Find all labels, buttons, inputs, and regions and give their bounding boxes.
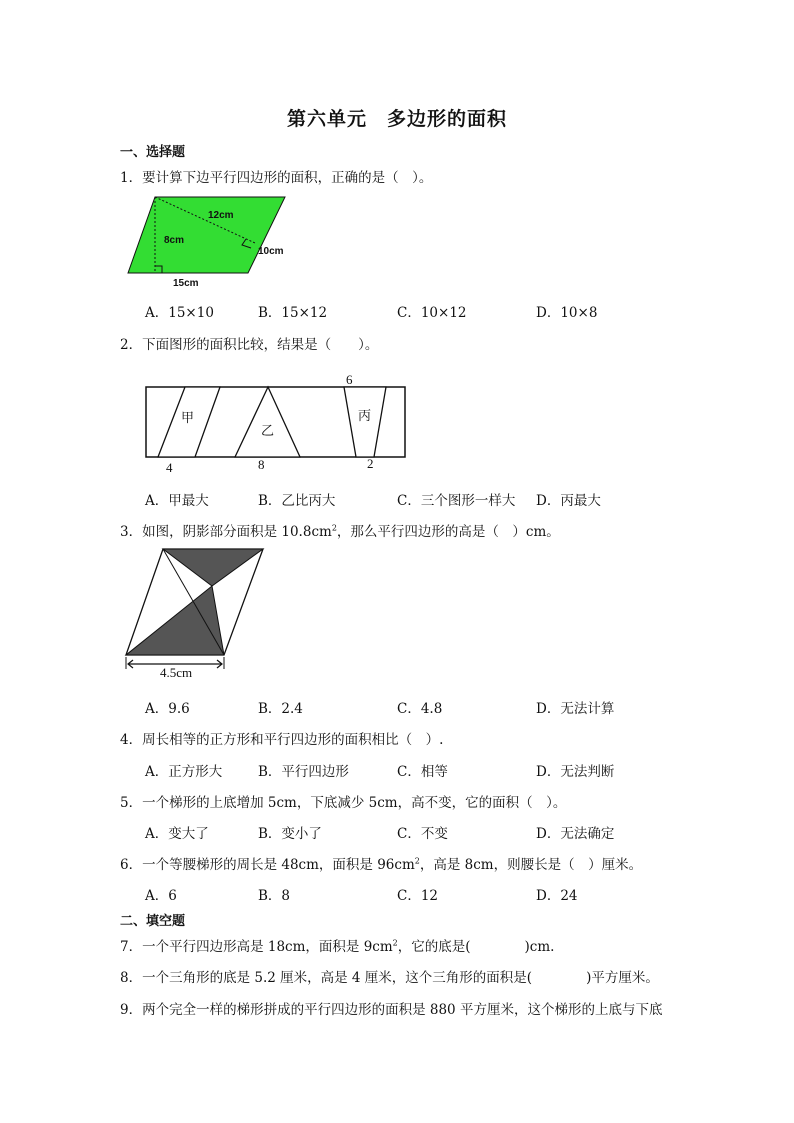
label-jia: 甲 xyxy=(181,410,195,425)
question-7 xyxy=(120,935,554,955)
label-10cm: 10cm xyxy=(258,246,284,257)
q3-text-b: ，那么平行四边形的高是（ ）cm。 xyxy=(336,524,560,540)
q5-option-b[interactable]: B．变小了 xyxy=(258,826,322,842)
label-bing: 丙 xyxy=(358,408,372,423)
question-6 xyxy=(120,853,642,873)
q1-option-b[interactable]: B．15×12 xyxy=(258,305,328,321)
q2-option-a[interactable]: A．甲最大 xyxy=(145,493,209,509)
label-15cm: 15cm xyxy=(173,278,199,289)
q1-option-c[interactable]: C．10×12 xyxy=(397,305,467,321)
q3-option-a[interactable]: A．9.6 xyxy=(145,701,190,717)
q6-option-d[interactable]: D．24 xyxy=(536,888,578,904)
q1-option-a[interactable]: A．15×10 xyxy=(145,305,214,321)
label-12cm: 12cm xyxy=(208,210,234,221)
label-yi: 乙 xyxy=(261,423,275,438)
question-3 xyxy=(120,520,560,540)
question-2: 2．下面图形的面积比较，结果是（ ）。 xyxy=(120,337,379,353)
q2-option-d[interactable]: D．丙最大 xyxy=(536,493,601,509)
question-4: 4．周长相等的正方形和平行四边形的面积相比（ ）. xyxy=(120,732,444,748)
section-choice: 一、选择题 xyxy=(120,145,186,160)
label-6: 6 xyxy=(346,372,353,387)
q3-option-d[interactable]: D．无法计算 xyxy=(536,701,615,717)
q3-sup: 2 xyxy=(331,523,337,533)
q4-option-d[interactable]: D．无法判断 xyxy=(536,764,615,780)
page-title: 第六单元 多边形的面积 xyxy=(286,108,507,130)
q7-text-b: ，它的底是( )cm. xyxy=(397,939,555,955)
q3-option-c[interactable]: C．4.8 xyxy=(397,701,443,717)
q2-option-b[interactable]: B．乙比丙大 xyxy=(258,493,336,509)
q7-sup: 2 xyxy=(392,938,398,948)
q6-sup: 2 xyxy=(414,856,420,866)
q3-option-b[interactable]: B．2.4 xyxy=(258,701,303,717)
label-4: 4 xyxy=(166,460,173,475)
q1-parallelogram-figure xyxy=(120,190,300,290)
label-4-5cm: 4.5cm xyxy=(160,665,193,680)
q2-option-c[interactable]: C．三个图形一样大 xyxy=(397,493,516,509)
q5-option-c[interactable]: C．不变 xyxy=(397,826,448,842)
parallelogram-shape xyxy=(128,197,285,273)
q7-text-a: 7．一个平行四边形高是 18cm，面积是 9cm xyxy=(120,939,393,955)
q6-option-a[interactable]: A．6 xyxy=(145,888,177,904)
q3-text-a: 3．如图，阴影部分面积是 10.8cm xyxy=(120,524,332,540)
q6-option-c[interactable]: C．12 xyxy=(397,888,439,904)
q4-option-c[interactable]: C．相等 xyxy=(397,764,448,780)
q2-shapes-figure xyxy=(140,370,410,475)
q6-option-b[interactable]: B．8 xyxy=(258,888,291,904)
q5-option-a[interactable]: A．变大了 xyxy=(145,826,209,842)
section-fill: 二、填空题 xyxy=(120,914,186,929)
label-2: 2 xyxy=(367,456,374,471)
q4-option-a[interactable]: A．正方形大 xyxy=(145,764,223,780)
q3-parallelogram-figure xyxy=(120,545,270,685)
q6-text-a: 6．一个等腰梯形的周长是 48cm，面积是 96cm xyxy=(120,857,415,873)
question-1: 1．要计算下边平行四边形的面积，正确的是（ ）。 xyxy=(120,170,433,186)
q6-text-b: ，高是 8cm，则腰长是（ ）厘米。 xyxy=(419,857,643,873)
q5-option-d[interactable]: D．无法确定 xyxy=(536,826,615,842)
question-5: 5．一个梯形的上底增加 5cm，下底减少 5cm，高不变，它的面积（ ）。 xyxy=(120,795,567,811)
question-8: 8．一个三角形的底是 5.2 厘米，高是 4 厘米，这个三角形的面积是( )平方厘米。 xyxy=(120,970,659,986)
q1-option-d[interactable]: D．10×8 xyxy=(536,305,598,321)
label-8: 8 xyxy=(258,457,265,472)
label-8cm: 8cm xyxy=(164,235,185,246)
q4-option-b[interactable]: B．平行四边形 xyxy=(258,764,349,780)
question-9: 9．两个完全一样的梯形拼成的平行四边形的面积是 880 平方厘米，这个梯形的上底与下底 xyxy=(120,1002,663,1018)
